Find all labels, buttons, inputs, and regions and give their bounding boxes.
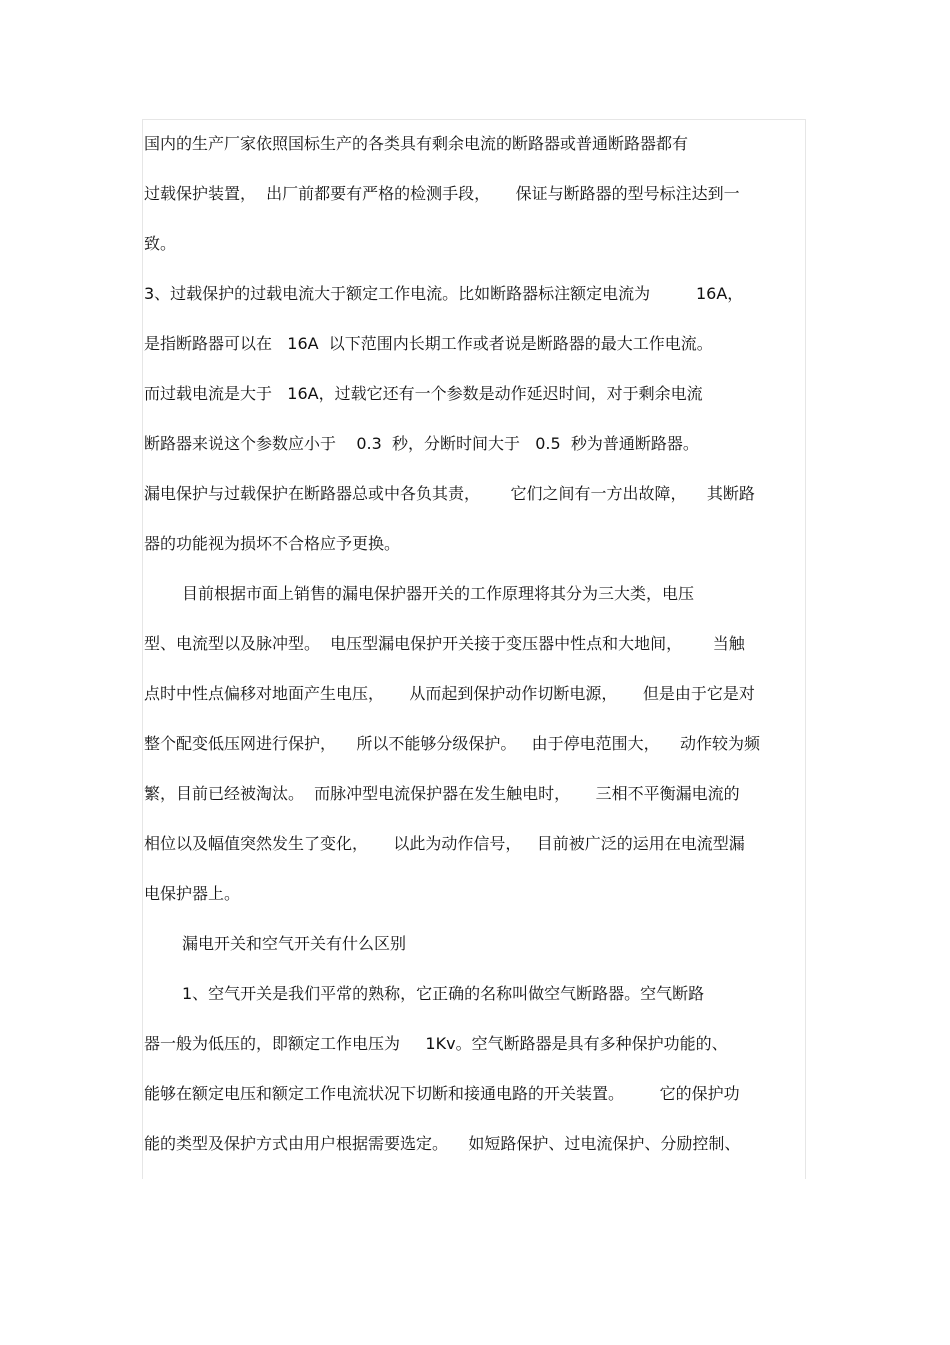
text-line: 1、空气开关是我们平常的熟称，它正确的名称叫做空气断路器。空气断路 — [182, 984, 705, 1003]
text-line: 器一般为低压的，即额定工作电压为 1Kv。空气断路器是具有多种保护功能的、 — [144, 1034, 728, 1053]
text-line: 过载保护装置， 出厂前都要有严格的检测手段， 保证与断路器的型号标注达到一 — [144, 184, 740, 203]
section-heading: 漏电开关和空气开关有什么区别 — [182, 934, 407, 953]
text-line: 器的功能视为损坏不合格应予更换。 — [144, 534, 401, 553]
text-line: 漏电保护与过载保护在断路器总或中各负其责， 它们之间有一方出故障， 其断路 — [144, 484, 755, 503]
text-line: 是指断路器可以在 16A 以下范围内长期工作或者说是断路器的最大工作电流。 — [144, 334, 713, 353]
text-line: 国内的生产厂家依照国标生产的各类具有剩余电流的断路器或普通断路器都有 — [144, 134, 689, 153]
text-line: 相位以及幅值突然发生了变化， 以此为动作信号， 目前被广泛的运用在电流型漏 — [144, 834, 745, 853]
text-line: 而过载电流是大于 16A，过载它还有一个参数是动作延迟时间，对于剩余电流 — [144, 384, 703, 403]
text-line: 点时中性点偏移对地面产生电压， 从而起到保护动作切断电源， 但是由于它是对 — [144, 684, 755, 703]
text-line: 断路器来说这个参数应小于 0.3 秒，分断时间大于 0.5 秒为普通断路器。 — [144, 434, 699, 453]
text-line: 整个配变低压网进行保护， 所以不能够分级保护。 由于停电范围大， 动作较为频 — [144, 734, 760, 753]
text-line: 繁，目前已经被淘汰。 而脉冲型电流保护器在发生触电时， 三相不平衡漏电流的 — [144, 784, 740, 803]
text-line: 3、过载保护的过载电流大于额定工作电流。比如断路器标注额定电流为 16A， — [144, 284, 744, 303]
text-line: 电保护器上。 — [144, 884, 241, 903]
text-line: 型、电流型以及脉冲型。 电压型漏电保护开关接于变压器中性点和大地间， 当触 — [144, 634, 745, 653]
text-line: 目前根据市面上销售的漏电保护器开关的工作原理将其分为三大类，电压 — [182, 584, 695, 603]
text-line: 能的类型及保护方式由用户根据需要选定。 如短路保护、过电流保护、分励控制、 — [144, 1134, 741, 1153]
text-line: 能够在额定电压和额定工作电流状况下切断和接通电路的开关装置。 它的保护功 — [144, 1084, 740, 1103]
text-line: 致。 — [144, 234, 177, 253]
